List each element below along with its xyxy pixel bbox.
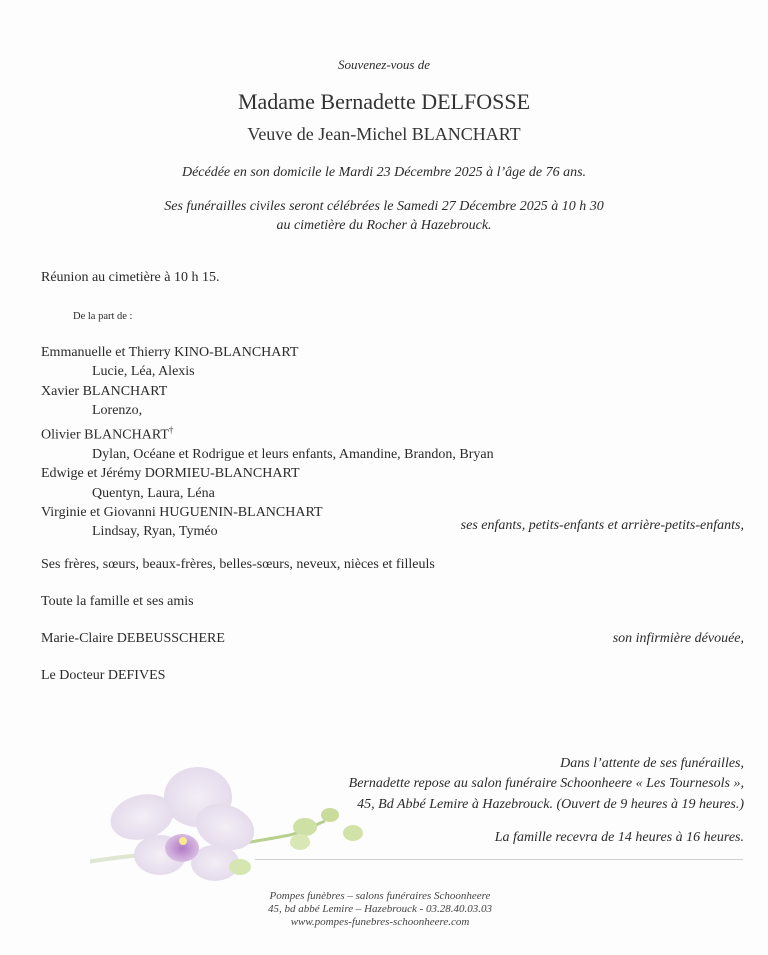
deceased-name: Madame Bernadette DELFOSSE: [237, 89, 531, 114]
relatives-line: Ses frères, sœurs, beaux-frères, belles-sœurs, neveux, nièces et filleuls: [41, 557, 435, 572]
footer-line-1: Pompes funèbres – salons funéraires Schoonheere: [269, 890, 491, 902]
funeral-line-1: Ses funérailles civiles seront célébrées le Samedi 27 Décembre 2025 à 10 h 30: [164, 199, 604, 214]
orchid-illustration: [90, 755, 380, 895]
footer: [230, 890, 530, 929]
family-line: [41, 421, 494, 445]
viewing-line-3: 45, Bd Abbé Lemire à Hazebrouck. (Ouvert de 9 heures à 19 heures.): [357, 797, 744, 812]
widow-line: Veuve de Jean-Michel BLANCHART: [247, 124, 521, 144]
funeral-line-2: au cimetière du Rocher à Hazebrouck.: [276, 218, 492, 233]
nurse-name: Marie-Claire DEBEUSSCHERE: [41, 631, 225, 646]
viewing-line-2: Bernadette repose au salon funéraire Schoonheere « Les Tournesols »,: [348, 776, 744, 791]
intro-text: Souvenez-vous de: [337, 57, 431, 72]
family-line: Dylan, Océane et Rodrigue et leurs enfants, Amandine, Brandon, Bryan: [92, 446, 494, 462]
viewing-line-1: Dans l’attente de ses funérailles,: [560, 756, 744, 771]
family-line: Lucie, Léa, Alexis: [92, 364, 195, 380]
family-line: Quentyn, Laura, Léna: [92, 485, 215, 501]
death-notice: Décédée en son domicile le Mardi 23 Décembre 2025 à l’âge de 76 ans.: [181, 165, 587, 180]
family-line: Lindsay, Ryan, Tyméo: [92, 524, 218, 540]
footer-line-2: 45, bd abbé Lemire – Hazebrouck - 03.28.40.03.03: [267, 903, 493, 915]
family-list: [41, 343, 494, 542]
on-behalf-label: De la part de :: [73, 311, 133, 322]
deceased-mark: †: [168, 424, 174, 435]
family-line: Xavier BLANCHART: [41, 383, 168, 399]
meeting-info: Réunion au cimetière à 10 h 15.: [41, 270, 220, 285]
family-line: Edwige et Jérémy DORMIEU-BLANCHART: [41, 466, 300, 482]
family-line: Virginie et Giovanni HUGUENIN-BLANCHART: [41, 504, 323, 520]
family-line: Emmanuelle et Thierry KINO-BLANCHART: [41, 345, 299, 360]
all-family-line: Toute la famille et ses amis: [41, 594, 194, 609]
nurse-role: son infirmière dévouée,: [612, 631, 744, 646]
family-line-name: Olivier BLANCHART: [41, 427, 169, 443]
footer-website: www.pompes-funebres-schoonheere.com: [290, 916, 470, 928]
viewing-line-4: La famille recevra de 14 heures à 16 heures.: [494, 830, 744, 845]
doctor-line: Le Docteur DEFIVES: [41, 668, 166, 683]
divider: [255, 859, 743, 860]
family-line: Lorenzo,: [92, 403, 143, 419]
family-role: ses enfants, petits-enfants et arrière-petits-enfants,: [460, 518, 744, 533]
